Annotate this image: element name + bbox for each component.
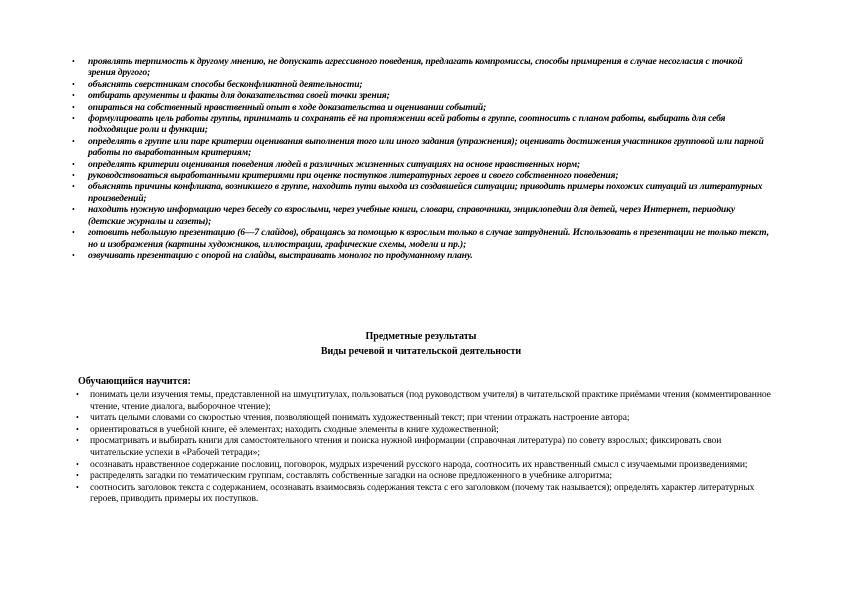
bullet-icon: • xyxy=(72,114,75,124)
list-item xyxy=(72,56,772,79)
bullet-icon: • xyxy=(72,91,75,101)
learners-label: Обучающийся научится: xyxy=(78,376,191,387)
section-heading: Предметные результаты xyxy=(365,331,477,342)
list-item-text: определять критерии оценивания поведения людей в различных жизненных ситуациях на основе нравственных норм; xyxy=(88,158,581,170)
list-item xyxy=(76,482,776,505)
list-item-text: руководствоваться выработанными критериями при оценке поступков литературных героев и своего собственного поведения; xyxy=(88,170,619,182)
list-item xyxy=(72,170,772,181)
bullet-icon: • xyxy=(76,424,79,434)
bullet-icon: • xyxy=(72,171,75,181)
bullet-icon: • xyxy=(76,471,79,481)
list-item-text: готовить небольшую презентацию (6—7 слайдов), обращаясь за помощью к взрослым только в случае затруднений. Использовать в презентации не только текст, но и изображения (картины художников, иллюстрации, графические схемы, модели и пр.); xyxy=(88,227,769,250)
list-item-text: отбирать аргументы и факты для доказательства своей точки зрения; xyxy=(88,90,390,102)
list-item-text: распределять загадки по тематическим группам, составлять собственные загадки на основе предложенного в учебнике алгоритма; xyxy=(90,470,612,482)
bullet-icon: • xyxy=(76,459,79,469)
list-item xyxy=(72,181,772,204)
list-item-text: находить нужную информацию через беседу со взрослыми, через учебные книги, словари, справочники, энциклопедии для детей, через Интернет, периодику (детские журналы и газеты); xyxy=(88,204,735,227)
list-item-text: озвучивать презентацию с опорой на слайды, выстраивать монолог по продуманному плану. xyxy=(88,249,473,261)
bullet-icon: • xyxy=(72,102,75,112)
list-item-text: объяснять причины конфликта, возникшего в группе, находить пути выхода из создавшейся ситуации; приводить примеры похожих ситуаций из литературных произведений; xyxy=(88,181,763,204)
bullet-icon: • xyxy=(72,136,75,146)
bullet-icon: • xyxy=(72,250,75,260)
list-item-text: читать целыми словами со скоростью чтения, позволяющей понимать художественный текст; при чтении отражать настроение автора; xyxy=(90,412,630,424)
list-item xyxy=(76,424,776,436)
bullet-icon: • xyxy=(72,228,75,238)
list-item-text: понимать цели изучения темы, представленной на шмуцтитулах, пользоваться (под руководством учителя) в читательской практике приёмами чтения (комментированное чтение, чтение диалога, выборочное чтение); xyxy=(90,389,771,412)
bullet-icon: • xyxy=(72,182,75,192)
subject-results-list xyxy=(76,389,776,505)
bullet-icon: • xyxy=(76,436,79,446)
list-item xyxy=(76,412,776,424)
list-item xyxy=(72,79,772,90)
list-item-text: соотносить заголовок текста с содержанием, осознавать взаимосвязь содержания текста с его заголовком (почему так называется); определять характер литературных героев, приводить примеры их поступков. xyxy=(90,481,755,505)
bullet-icon: • xyxy=(76,413,79,423)
list-item xyxy=(72,90,772,101)
bullet-icon: • xyxy=(72,57,75,66)
subsection-heading: Виды речевой и читательской деятельности xyxy=(320,346,522,357)
list-item-text: определять в группе или паре критерии оценивания выполнения того или иного задания (упражнения); оценивать достижения участников групповой или парной работы по выработанным критериям; xyxy=(88,135,764,159)
list-item-text: осознавать нравственное содержание пословиц, поговорок, мудрых изречений русского народа, соотносить их нравственный смысл с изучаемыми произведениями; xyxy=(90,458,748,470)
bullet-icon: • xyxy=(72,79,75,89)
bullet-icon: • xyxy=(76,482,79,492)
bullet-icon: • xyxy=(72,159,75,169)
list-item-text: проявлять терпимость к другому мнению, не допускать агрессивного поведения, предлагать компромиссы, способы примирения в случае несогласия с точкой зрения другого; xyxy=(88,56,743,79)
list-item xyxy=(72,227,772,250)
list-item-text: опираться на собственный нравственный опыт в ходе доказательства и оценивании событий; xyxy=(88,101,487,113)
list-item xyxy=(76,459,776,471)
list-item-text: просматривать и выбирать книги для самостоятельного чтения и поиска нужной информации (справочная литература) по совету взрослых; фиксировать свои читательские успехи в «Рабочей тетради»; xyxy=(90,435,722,458)
list-item xyxy=(72,136,772,159)
list-item xyxy=(72,159,772,170)
list-item xyxy=(72,102,772,113)
bullet-icon: • xyxy=(76,390,79,399)
list-item xyxy=(76,435,776,458)
metasubject-results-list xyxy=(72,56,772,261)
list-item xyxy=(76,389,776,412)
list-item xyxy=(76,470,776,482)
list-item xyxy=(72,204,772,227)
list-item-text: объяснять сверстникам способы бесконфликтной деятельности; xyxy=(88,78,363,90)
bullet-icon: • xyxy=(72,205,75,215)
list-item-text: ориентироваться в учебной книге, её элементах; находить сходные элементы в книге художественной; xyxy=(90,423,499,435)
list-item-text: формулировать цель работы группы, принимать и сохранять её на протяжении всей работы в группе, соотносить с планом работы, выбирать для себя подходящие роли и функции; xyxy=(88,113,726,136)
list-item xyxy=(72,250,772,261)
list-item xyxy=(72,113,772,136)
